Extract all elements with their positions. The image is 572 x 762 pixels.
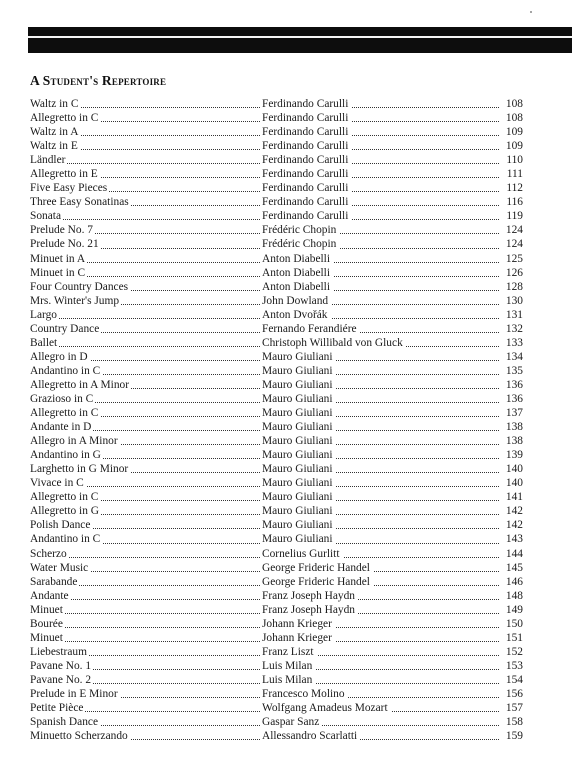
piece-title: Sarabande <box>30 575 78 588</box>
list-item <box>30 266 523 280</box>
piece-title: Country Dance <box>30 322 100 335</box>
piece-title-cell <box>30 673 262 687</box>
composer-name: Ferdinando Carulli <box>262 196 351 208</box>
composer-cell <box>262 322 501 336</box>
composer-cell <box>262 223 501 237</box>
composer-cell <box>262 687 501 701</box>
piece-title-cell <box>30 420 262 434</box>
composer-cell <box>262 364 501 378</box>
page-number: 136 <box>505 378 523 391</box>
dot-leader <box>30 318 260 319</box>
piece-title-cell <box>30 504 262 518</box>
piece-title-cell <box>30 266 262 280</box>
composer-cell <box>262 153 501 167</box>
list-item <box>30 490 523 504</box>
composer-cell <box>262 336 501 350</box>
piece-title-cell <box>30 547 262 561</box>
composer-name: Anton Dvořák <box>262 309 331 321</box>
piece-title: Allegro in A Minor <box>30 435 118 448</box>
piece-title: Three Easy Sonatinas <box>30 196 129 209</box>
composer-name: Ferdinando Carulli <box>262 140 351 152</box>
composer-cell <box>262 673 501 687</box>
piece-title-cell <box>30 603 262 617</box>
piece-title: Water Music <box>30 561 89 574</box>
composer-name: Ferdinando Carulli <box>262 126 351 138</box>
piece-title: Liebestraum <box>30 645 87 658</box>
composer-cell <box>262 434 501 448</box>
page-number: 142 <box>505 505 523 518</box>
dot-leader <box>30 346 260 347</box>
list-item <box>30 209 523 223</box>
composer-name: Mauro Giuliani <box>262 365 336 377</box>
scan-speck <box>530 11 532 13</box>
composer-cell <box>262 589 501 603</box>
piece-title-cell <box>30 392 262 406</box>
composer-name: Anton Diabelli <box>262 267 333 279</box>
piece-title: Grazioso in C <box>30 392 94 405</box>
piece-title: Waltz in E <box>30 140 78 153</box>
composer-cell <box>262 237 501 251</box>
header-rule-bar <box>28 27 572 53</box>
list-item <box>30 603 523 617</box>
composer-name: Ferdinando Carulli <box>262 182 351 194</box>
page-number: 139 <box>505 449 523 462</box>
list-item <box>30 518 523 532</box>
page-number: 135 <box>505 364 523 377</box>
list-item <box>30 322 523 336</box>
composer-name: Mauro Giuliani <box>262 351 336 363</box>
composer-name: George Frideric Handel <box>262 576 373 588</box>
composer-cell <box>262 111 501 125</box>
piece-title-cell <box>30 532 262 546</box>
composer-cell <box>262 617 501 631</box>
list-item <box>30 294 523 308</box>
list-item <box>30 223 523 237</box>
dot-leader <box>30 219 260 220</box>
composer-name: Mauro Giuliani <box>262 463 336 475</box>
piece-title-cell <box>30 322 262 336</box>
composer-cell <box>262 532 501 546</box>
composer-name: Franz Joseph Haydn <box>262 590 358 602</box>
piece-title-cell <box>30 252 262 266</box>
list-item <box>30 701 523 715</box>
composer-name: Mauro Giuliani <box>262 477 336 489</box>
list-item <box>30 392 523 406</box>
page-number: 153 <box>505 659 523 672</box>
composer-cell <box>262 518 501 532</box>
list-item <box>30 476 523 490</box>
page-number: 112 <box>506 182 523 195</box>
page-number: 136 <box>505 392 523 405</box>
piece-title-cell <box>30 308 262 322</box>
composer-name: Franz Liszt <box>262 646 317 658</box>
page-number: 119 <box>506 210 523 223</box>
list-item <box>30 195 523 209</box>
piece-title-cell <box>30 223 262 237</box>
list-item <box>30 125 523 139</box>
composer-cell <box>262 392 501 406</box>
piece-title-cell <box>30 589 262 603</box>
composer-name: Mauro Giuliani <box>262 449 336 461</box>
page-number: 108 <box>505 112 523 125</box>
composer-cell <box>262 294 501 308</box>
page-number: 116 <box>506 196 523 209</box>
list-item <box>30 336 523 350</box>
composer-name: Mauro Giuliani <box>262 491 336 503</box>
composer-name: Ferdinando Carulli <box>262 154 351 166</box>
piece-title: Allegretto in C <box>30 112 99 125</box>
piece-title-cell <box>30 364 262 378</box>
page-number: 157 <box>505 702 523 715</box>
composer-name: Mauro Giuliani <box>262 407 336 419</box>
page-number: 142 <box>505 519 523 532</box>
piece-title: Andantino in G <box>30 449 101 462</box>
page-number: 125 <box>505 252 523 265</box>
piece-title-cell <box>30 659 262 673</box>
composer-cell <box>262 280 501 294</box>
piece-title-cell <box>30 125 262 139</box>
piece-title-cell <box>30 687 262 701</box>
piece-title: Andantino in C <box>30 364 101 377</box>
composer-name: Mauro Giuliani <box>262 379 336 391</box>
composer-cell <box>262 181 501 195</box>
page-number: 143 <box>505 533 523 546</box>
list-item <box>30 448 523 462</box>
list-item <box>30 645 523 659</box>
piece-title-cell <box>30 294 262 308</box>
composer-name: Gaspar Sanz <box>262 716 322 728</box>
composer-cell <box>262 575 501 589</box>
page-number: 138 <box>505 435 523 448</box>
page-number: 140 <box>505 463 523 476</box>
page-number: 159 <box>505 730 523 743</box>
piece-title: Mrs. Winter's Jump <box>30 294 120 307</box>
composer-name: Fernando Ferandiére <box>262 323 360 335</box>
list-item <box>30 504 523 518</box>
composer-cell <box>262 729 501 743</box>
piece-title-cell <box>30 111 262 125</box>
composer-name: Ferdinando Carulli <box>262 98 351 110</box>
page-number: 137 <box>505 407 523 420</box>
composer-name: Ferdinando Carulli <box>262 168 351 180</box>
list-item <box>30 575 523 589</box>
list-item <box>30 687 523 701</box>
page-number: 148 <box>505 589 523 602</box>
composer-name: Luis Milan <box>262 674 315 686</box>
page-number: 154 <box>505 673 523 686</box>
composer-name: Allessandro Scarlatti <box>262 730 360 742</box>
list-item <box>30 434 523 448</box>
composer-name: Ferdinando Carulli <box>262 112 351 124</box>
page-number: 133 <box>505 336 523 349</box>
piece-title: Four Country Dances <box>30 280 129 293</box>
composer-cell <box>262 167 501 181</box>
composer-name: Frédéric Chopin <box>262 238 339 250</box>
piece-title: Pavane No. 2 <box>30 673 92 686</box>
list-item <box>30 97 523 111</box>
composer-name: Mauro Giuliani <box>262 435 336 447</box>
piece-title: Minuet <box>30 603 63 616</box>
list-item <box>30 252 523 266</box>
list-item <box>30 167 523 181</box>
piece-title-cell <box>30 378 262 392</box>
piece-title-cell <box>30 181 262 195</box>
list-item <box>30 181 523 195</box>
piece-title-cell <box>30 139 262 153</box>
composer-cell <box>262 701 501 715</box>
composer-cell <box>262 420 501 434</box>
piece-title-cell <box>30 97 262 111</box>
list-item <box>30 308 523 322</box>
composer-name: Mauro Giuliani <box>262 393 336 405</box>
page-number: 150 <box>505 617 523 630</box>
composer-name: Wolfgang Amadeus Mozart <box>262 702 391 714</box>
list-item <box>30 364 523 378</box>
piece-title: Larghetto in G Minor <box>30 463 129 476</box>
composer-cell <box>262 547 501 561</box>
composer-name: Franz Joseph Haydn <box>262 604 358 616</box>
page-number: 152 <box>505 645 523 658</box>
piece-title: Minuetto Scherzando <box>30 730 128 743</box>
page-number: 134 <box>505 350 523 363</box>
page-number: 149 <box>505 603 523 616</box>
composer-cell <box>262 462 501 476</box>
composer-name: Johann Krieger <box>262 618 335 630</box>
list-item <box>30 673 523 687</box>
list-item <box>30 617 523 631</box>
piece-title: Allegretto in C <box>30 407 99 420</box>
piece-title: Prelude No. 7 <box>30 224 93 237</box>
composer-cell <box>262 448 501 462</box>
composer-cell <box>262 125 501 139</box>
piece-title-cell <box>30 350 262 364</box>
composer-cell <box>262 603 501 617</box>
piece-title-cell <box>30 209 262 223</box>
piece-title: Allegretto in A Minor <box>30 378 130 391</box>
page-number: 145 <box>505 561 523 574</box>
composer-cell <box>262 406 501 420</box>
piece-title: Ländler <box>30 154 66 167</box>
list-item <box>30 378 523 392</box>
list-item <box>30 139 523 153</box>
piece-title-cell <box>30 715 262 729</box>
piece-title: Allegro in D <box>30 350 88 363</box>
list-item <box>30 153 523 167</box>
composer-name: Mauro Giuliani <box>262 505 336 517</box>
composer-name: Ferdinando Carulli <box>262 210 351 222</box>
composer-name: Frédéric Chopin <box>262 224 339 236</box>
composer-name: Christoph Willibald von Gluck <box>262 337 406 349</box>
composer-cell <box>262 350 501 364</box>
composer-name: Anton Diabelli <box>262 281 333 293</box>
piece-title: Scherzo <box>30 547 67 560</box>
list-item <box>30 547 523 561</box>
composer-cell <box>262 490 501 504</box>
piece-title-cell <box>30 195 262 209</box>
piece-title: Spanish Dance <box>30 716 99 729</box>
piece-title-cell <box>30 237 262 251</box>
piece-title-cell <box>30 490 262 504</box>
page-number: 144 <box>505 547 523 560</box>
list-item <box>30 561 523 575</box>
piece-title-cell <box>30 631 262 645</box>
header-rule-stripe <box>28 36 572 38</box>
page-number: 124 <box>505 238 523 251</box>
piece-title: Prelude in E Minor <box>30 687 118 700</box>
page-number: 108 <box>505 98 523 110</box>
composer-cell <box>262 631 501 645</box>
composer-name: Johann Krieger <box>262 632 335 644</box>
list-item <box>30 631 523 645</box>
composer-name: George Frideric Handel <box>262 562 373 574</box>
page-number: 111 <box>506 168 523 181</box>
piece-title: Vivace in C <box>30 477 84 490</box>
piece-title-cell <box>30 167 262 181</box>
piece-title: Bourée <box>30 617 63 630</box>
composer-cell <box>262 252 501 266</box>
page-title: A Student's Repertoire <box>30 73 167 88</box>
list-item <box>30 532 523 546</box>
composer-name: Mauro Giuliani <box>262 421 336 433</box>
page-number: 151 <box>505 631 523 644</box>
page-number: 128 <box>505 280 523 293</box>
piece-title: Minuet in C <box>30 266 86 279</box>
piece-title: Allegretto in G <box>30 505 99 518</box>
page-number: 141 <box>505 491 523 504</box>
page-number: 158 <box>505 716 523 729</box>
page-number: 146 <box>505 575 523 588</box>
page-number: 131 <box>505 308 523 321</box>
composer-name: Cornelius Gurlitt <box>262 548 343 560</box>
composer-cell <box>262 139 501 153</box>
piece-title: Allegretto in C <box>30 491 99 504</box>
composer-cell <box>262 561 501 575</box>
composer-cell <box>262 266 501 280</box>
composer-cell <box>262 378 501 392</box>
piece-title: Allegretto in E <box>30 168 98 181</box>
piece-title-cell <box>30 518 262 532</box>
piece-title: Pavane No. 1 <box>30 659 92 672</box>
composer-name: John Dowland <box>262 295 331 307</box>
piece-title: Andantino in C <box>30 533 101 546</box>
list-item <box>30 659 523 673</box>
list-item <box>30 350 523 364</box>
list-item <box>30 589 523 603</box>
piece-title: Prelude No. 21 <box>30 238 99 251</box>
page-number: 130 <box>505 294 523 307</box>
composer-cell <box>262 195 501 209</box>
list-item <box>30 715 523 729</box>
piece-title-cell <box>30 153 262 167</box>
piece-title: Waltz in C <box>30 98 79 110</box>
piece-title-cell <box>30 448 262 462</box>
piece-title-cell <box>30 575 262 589</box>
piece-title-cell <box>30 729 262 743</box>
page-number: 109 <box>505 140 523 153</box>
piece-title: Minuet in A <box>30 252 86 265</box>
composer-cell <box>262 645 501 659</box>
composer-cell <box>262 659 501 673</box>
list-item <box>30 462 523 476</box>
piece-title: Andante in D <box>30 421 92 434</box>
repertoire-list <box>30 97 523 743</box>
composer-cell <box>262 476 501 490</box>
list-item <box>30 280 523 294</box>
composer-name: Mauro Giuliani <box>262 533 336 545</box>
page-number: 138 <box>505 421 523 434</box>
page-number: 109 <box>505 126 523 139</box>
page-number: 132 <box>505 322 523 335</box>
piece-title-cell <box>30 645 262 659</box>
composer-cell <box>262 504 501 518</box>
piece-title-cell <box>30 701 262 715</box>
list-item <box>30 237 523 251</box>
composer-name: Francesco Molino <box>262 688 348 700</box>
piece-title-cell <box>30 336 262 350</box>
piece-title: Sonata <box>30 210 62 223</box>
page-number: 110 <box>506 154 523 167</box>
piece-title-cell <box>30 280 262 294</box>
composer-name: Luis Milan <box>262 660 315 672</box>
piece-title-cell <box>30 476 262 490</box>
piece-title: Five Easy Pieces <box>30 182 108 195</box>
page-number: 140 <box>505 477 523 490</box>
piece-title: Petite Pièce <box>30 702 84 715</box>
piece-title: Ballet <box>30 336 58 349</box>
piece-title: Waltz in A <box>30 126 79 139</box>
piece-title-cell <box>30 434 262 448</box>
list-item <box>30 420 523 434</box>
page-number: 126 <box>505 266 523 279</box>
list-item <box>30 729 523 743</box>
composer-cell <box>262 715 501 729</box>
composer-cell <box>262 308 501 322</box>
composer-cell <box>262 209 501 223</box>
piece-title: Minuet <box>30 631 63 644</box>
piece-title: Largo <box>30 308 57 321</box>
piece-title-cell <box>30 406 262 420</box>
page-number: 156 <box>505 687 523 700</box>
composer-name: Mauro Giuliani <box>262 519 336 531</box>
composer-cell <box>262 97 501 111</box>
piece-title: Polish Dance <box>30 519 91 532</box>
piece-title: Andante <box>30 589 69 602</box>
piece-title-cell <box>30 462 262 476</box>
piece-title-cell <box>30 561 262 575</box>
composer-name: Anton Diabelli <box>262 253 333 265</box>
list-item <box>30 406 523 420</box>
piece-title-cell <box>30 617 262 631</box>
page-number: 124 <box>505 224 523 237</box>
list-item <box>30 111 523 125</box>
